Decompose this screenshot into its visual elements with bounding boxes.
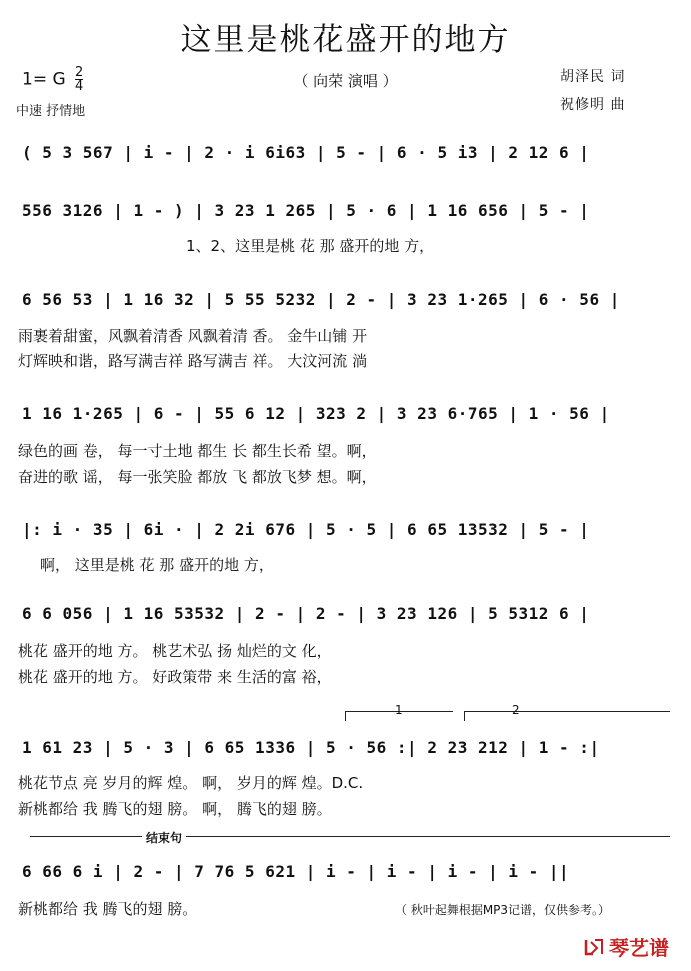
lyric-line-4a: 绿色的画 卷， 每一寸土地 都生 长 都生长希 望。啊， [18, 442, 377, 460]
volta-1-edge [345, 711, 346, 721]
composer-credit: 祝修明 曲 [560, 97, 626, 113]
tempo-marking: 中速 抒情地 [16, 104, 86, 119]
volta-2-edge [464, 711, 465, 721]
score-line-8: 6 66 6 i | 2 - | 7 76 5 621 | i - | i - | i - | i - || [22, 862, 570, 881]
footnote: （ 秋叶起舞根据MP3记谱，仅供参考。） [395, 903, 611, 917]
lyric-line-2a: 1、2、这里是桃 花 那 盛开的地 方， [186, 237, 435, 255]
lyric-line-5a: 啊， 这里是桃 花 那 盛开的地 方， [40, 556, 274, 574]
score-line-5: |: i · 35 | 6i · | 2 2i 676 | 5 · 5 | 6 65 13532 | 5 - | [22, 520, 590, 539]
lyric-line-3b: 灯辉映和谐，路写满吉祥 路写满吉 祥。 大汶河流 淌 [18, 352, 368, 370]
score-line-6: 6 6 056 | 1 16 53532 | 2 - | 2 - | 3 23 126 | 5 5312 6 | [22, 604, 590, 623]
time-top: 2 [75, 65, 84, 80]
volta-2-bracket [464, 711, 670, 712]
lyric-line-6b: 桃花 盛开的地 方。 好政策带 来 生活的富 裕， [18, 668, 332, 686]
score-line-4: 1 16 1·265 | 6 - | 55 6 12 | 323 2 | 3 23 6·765 | 1 · 56 | [22, 404, 610, 423]
lyric-line-7a: 桃花节点 亮 岁月的辉 煌。 啊， 岁月的辉 煌。D.C. [18, 774, 364, 792]
lyric-line-4b: 奋进的歌 谣， 每一张笑脸 都放 飞 都放飞梦 想。啊， [18, 468, 377, 486]
coda-line [30, 836, 670, 837]
lyricist-credit: 胡泽民 词 [560, 69, 626, 85]
brand-name: 琴艺谱 [609, 936, 669, 960]
lyric-line-8a: 新桃都给 我 腾飞的翅 膀。 [18, 900, 198, 918]
lyric-line-6a: 桃花 盛开的地 方。 桃艺术弘 扬 灿烂的文 化， [18, 642, 332, 660]
lyric-line-7b: 新桃都给 我 腾飞的翅 膀。 啊， 腾飞的翅 膀。 [18, 800, 332, 818]
volta-1-label: 1 [395, 703, 403, 717]
song-title: 这里是桃花盛开的地方 [180, 22, 511, 58]
key-label: 1= G [22, 69, 66, 90]
brand-icon [583, 936, 605, 958]
lyric-line-3a: 雨裹着甜蜜，风飘着清香 风飘着清 香。 金牛山铺 开 [18, 327, 368, 345]
volta-2-label: 2 [512, 703, 520, 717]
score-line-3: 6 56 53 | 1 16 32 | 5 55 5232 | 2 - | 3 23 1·265 | 6 · 56 | [22, 290, 620, 309]
singer-credit: （ 向荣 演唱 ） [293, 72, 398, 90]
score-line-7: 1 61 23 | 5 · 3 | 6 65 1336 | 5 · 56 :| 2 23 212 | 1 - :| [22, 738, 600, 757]
coda-label: 结束句 [142, 829, 186, 846]
time-bottom: 4 [75, 79, 84, 94]
brand-logo [583, 932, 669, 961]
score-line-1: ( 5 3 567 | i - | 2 · i 6i63 | 5 - | 6 · 5 i3 | 2 12 6 | [22, 143, 590, 162]
score-line-2: 556 3126 | 1 - ) | 3 23 1 265 | 5 · 6 | 1 16 656 | 5 - | [22, 201, 590, 220]
